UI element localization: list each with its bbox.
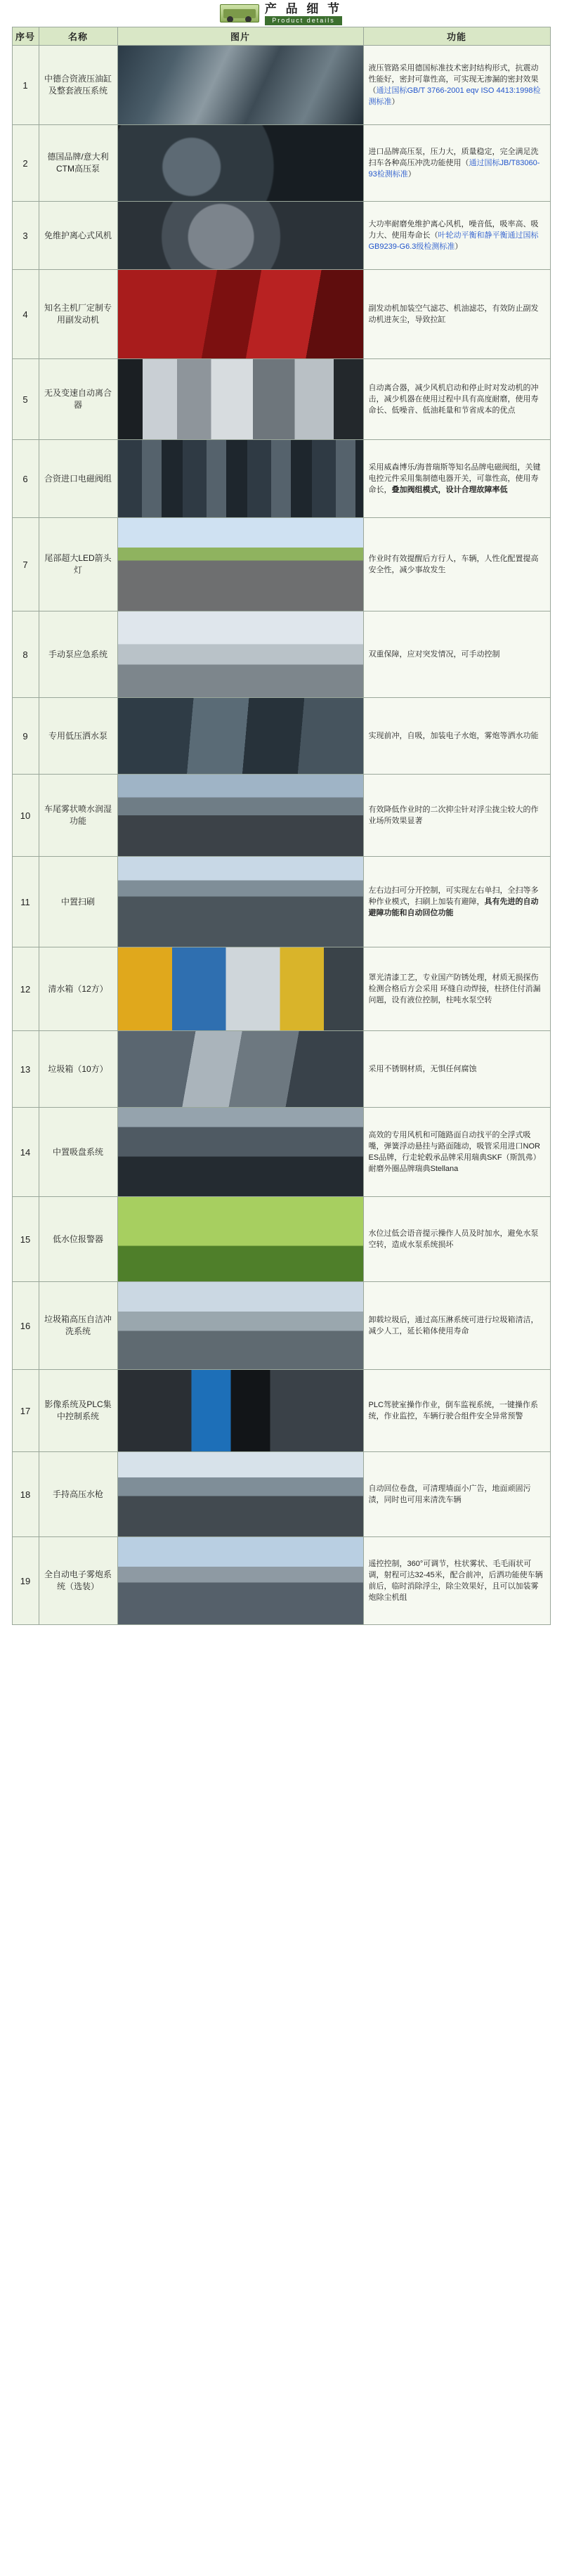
row-name: 全自动电子雾炮系统（选装） — [39, 1537, 117, 1625]
function-text: ） — [407, 170, 416, 179]
row-function — [363, 947, 550, 1031]
row-name: 尾部超大LED箭头灯 — [39, 518, 117, 611]
row-function — [363, 270, 550, 359]
table-header-row — [12, 27, 550, 46]
row-name: 中置吸盘系统 — [39, 1108, 117, 1197]
row-name: 免维护离心式风机 — [39, 202, 117, 270]
row-photo-cell — [117, 1031, 363, 1108]
row-photo-cell — [117, 1282, 363, 1370]
camera-plc-control-photo — [118, 1370, 363, 1451]
row-photo-cell — [117, 775, 363, 857]
table-row — [12, 857, 550, 947]
row-photo-cell — [117, 857, 363, 947]
row-function — [363, 1370, 550, 1452]
row-function — [363, 1197, 550, 1282]
table-row — [12, 1197, 550, 1282]
table-row — [12, 611, 550, 698]
header-name: 名称 — [39, 27, 117, 46]
sweeper-truck-icon — [220, 4, 259, 22]
standard-reference-link[interactable]: 叶轮动平衡和静平衡通过国标GB9239-G6.3级检测标准 — [368, 231, 539, 251]
function-text: 作业时有效提醒后方行人，车辆，人性化配置提高安全性，减少事故发生 — [368, 555, 539, 574]
row-photo-cell — [117, 1197, 363, 1282]
function-text: 罩光清漆工艺，专业国产防锈处理，材质无损探伤检测合格后方会采用 环缝自动焊接，柱挤住付消漏问题，设有液位控制，柱吨水泵空转 — [368, 973, 541, 1004]
function-text: 进口品牌高压泵，压力大，质量稳定，完全满足洗扫车各种高压冲洗功能使用（ — [368, 148, 539, 167]
led-arrow-light-photo — [118, 518, 363, 611]
header-image: 图片 — [117, 27, 363, 46]
row-index: 12 — [12, 947, 39, 1031]
row-photo-cell — [117, 125, 363, 202]
solenoid-valve-group-photo — [118, 440, 363, 517]
table-row — [12, 1537, 550, 1625]
row-photo-cell — [117, 1452, 363, 1537]
function-text: 自动回位卷盘，可清理墙面小广告，地面顽固污渍，同时也可用来清洗车辆 — [368, 1484, 531, 1504]
header-function: 功能 — [363, 27, 550, 46]
electric-mist-cannon-photo — [118, 1537, 363, 1624]
function-text: 双重保障，应对突发情况，可手动控制 — [368, 650, 500, 659]
table-row — [12, 125, 550, 202]
row-index: 13 — [12, 1031, 39, 1108]
function-text: 液压管路采用德国标准技术密封结构形式，抗震动性能好，密封可靠性高，可实现无渗漏的密封效果（ — [368, 64, 539, 95]
row-photo-cell — [117, 359, 363, 440]
handheld-water-gun-photo — [118, 1452, 363, 1536]
row-name: 中德合资液压油缸及整套液压系统 — [39, 46, 117, 125]
function-text: 采用威森博乐/海普瑞斯等知名品牌电磁阀组，关键电控元件采用集制德电器开关，可靠性高，使用寿命长， — [368, 463, 541, 494]
table-row — [12, 1452, 550, 1537]
row-function — [363, 611, 550, 698]
automatic-clutch-photo — [118, 359, 363, 439]
middle-sweeping-brush-photo — [118, 857, 363, 947]
row-index: 11 — [12, 857, 39, 947]
table-row — [12, 440, 550, 518]
row-index: 9 — [12, 698, 39, 775]
suction-nozzle-system-photo — [118, 1108, 363, 1196]
function-text: ） — [455, 242, 463, 251]
row-index: 2 — [12, 125, 39, 202]
row-name: 合资进口电磁阀组 — [39, 440, 117, 518]
high-pressure-pump-photo — [118, 125, 363, 201]
row-name: 手动泵应急系统 — [39, 611, 117, 698]
row-index: 18 — [12, 1452, 39, 1537]
table-row — [12, 518, 550, 611]
function-highlight: 叠加阀组模式，设计合理故障率低 — [391, 486, 508, 494]
row-photo-cell — [117, 440, 363, 518]
row-name: 清水箱（12方） — [39, 947, 117, 1031]
table-row — [12, 359, 550, 440]
clean-water-tank-photo — [118, 947, 363, 1030]
standard-reference-link[interactable]: 通过国标GB/T 3766-2001 eqv ISO 4413:1998检测标准 — [368, 86, 541, 106]
row-index: 6 — [12, 440, 39, 518]
row-name: 中置扫刷 — [39, 857, 117, 947]
row-index: 7 — [12, 518, 39, 611]
row-photo-cell — [117, 202, 363, 270]
rear-mist-spray-photo — [118, 775, 363, 856]
function-text: 自动离合器，减少风机启动和停止时对发动机的冲击，减少机器在使用过程中具有高度耐磨，使用寿命长、低噪音、低油耗量和节省成本的优点 — [368, 384, 539, 415]
table-row — [12, 775, 550, 857]
table-row — [12, 1031, 550, 1108]
table-body — [12, 46, 550, 1625]
row-index: 8 — [12, 611, 39, 698]
row-name: 手持高压水枪 — [39, 1452, 117, 1537]
table-row — [12, 1108, 550, 1197]
table-row — [12, 1370, 550, 1452]
table-row — [12, 202, 550, 270]
function-text: 实现前冲，自吸，加装电子水炮，雾炮等洒水功能 — [368, 732, 539, 740]
function-text: ） — [391, 98, 400, 106]
row-name: 知名主机厂定制专用副发动机 — [39, 270, 117, 359]
row-photo-cell — [117, 518, 363, 611]
row-function — [363, 518, 550, 611]
page-subtitle: Product details — [265, 16, 342, 25]
hydraulic-cylinder-photo — [118, 46, 363, 124]
page-title: 产 品 细 节 — [264, 1, 343, 15]
page-banner — [0, 0, 562, 24]
row-name: 影像系统及PLC集中控制系统 — [39, 1370, 117, 1452]
table-row — [12, 698, 550, 775]
row-name: 垃圾箱（10方） — [39, 1031, 117, 1108]
table-row — [12, 1282, 550, 1370]
row-photo-cell — [117, 611, 363, 698]
standard-reference-link[interactable]: 通过国标JB/T83060-93检测标准 — [368, 159, 540, 179]
row-photo-cell — [117, 947, 363, 1031]
function-highlight: 具有先进的自动避障功能和自动回位功能 — [368, 898, 539, 917]
row-function — [363, 1452, 550, 1537]
row-index: 15 — [12, 1197, 39, 1282]
row-function — [363, 698, 550, 775]
function-text: 高效的专用风机和可随路面自动找平的全浮式吸嘴，弹簧浮动悬挂与路面随动，吸管采用进口NOR ES品牌，行走轮毂承品牌采用瑞典SKF（斯凯弗）耐磨外圈品牌瑞典Stellana — [368, 1131, 541, 1173]
low-pressure-water-pump-photo — [118, 698, 363, 774]
row-index: 3 — [12, 202, 39, 270]
function-text: 卸载垃圾后，通过高压淋系统可进行垃圾箱清洁，减少人工，延长箱体使用寿命 — [368, 1316, 539, 1335]
row-photo-cell — [117, 1108, 363, 1197]
low-water-level-alarm-photo — [118, 1197, 363, 1281]
row-name: 无及变速自动离合器 — [39, 359, 117, 440]
row-function — [363, 359, 550, 440]
row-index: 10 — [12, 775, 39, 857]
row-index: 19 — [12, 1537, 39, 1625]
row-index: 5 — [12, 359, 39, 440]
row-function — [363, 1031, 550, 1108]
row-function — [363, 202, 550, 270]
function-text: 采用不锈钢材质，无惧任何腐蚀 — [368, 1065, 477, 1073]
function-text: 遥控控制，360°可调节，柱状雾状、毛毛雨状可调，射程可达32-45米，配合前冲，后洒功能使车辆前后，临时消除浮尘，除尘效果好，且可以加装雾炮除尘机组 — [368, 1560, 543, 1602]
row-name: 专用低压洒水泵 — [39, 698, 117, 775]
table-row — [12, 270, 550, 359]
row-photo-cell — [117, 1370, 363, 1452]
row-function — [363, 1282, 550, 1370]
function-text: 大功率耐磨免维护离心风机，噪音低，吸率高、吸力大、使用寿命长（ — [368, 220, 539, 240]
row-function — [363, 440, 550, 518]
function-text: 副发动机加装空气滤芯、机油滤芯，有效防止副发动机进灰尘，导致拉缸 — [368, 304, 539, 324]
row-function — [363, 125, 550, 202]
row-name: 低水位报警器 — [39, 1197, 117, 1282]
row-photo-cell — [117, 1537, 363, 1625]
row-index: 4 — [12, 270, 39, 359]
function-text: 左右边扫可分开控制，可实现左右单扫，全扫等多种作业模式，扫刷上加装有避障， — [368, 886, 539, 906]
bin-self-cleaning-system-photo — [118, 1282, 363, 1369]
table-row — [12, 46, 550, 125]
function-text: 有效降低作业时的二次抑尘针对浮尘拢尘较大的作业场所效果显著 — [368, 805, 539, 825]
row-index: 1 — [12, 46, 39, 125]
banner-text-block — [265, 2, 342, 25]
manual-pump-photo — [118, 611, 363, 697]
function-text: PLC驾驶室操作作业，倒车监视系统，一键操作系统，作业监控，车辆行驶合组件安全异常预警 — [368, 1401, 538, 1420]
row-name: 德国品牌/意大利CTM高压泵 — [39, 125, 117, 202]
row-function — [363, 857, 550, 947]
product-details-table — [12, 27, 551, 1625]
function-text: 水位过低会语音提示操作人员及时加水，避免水泵空转，造成水泵系统损坏 — [368, 1229, 539, 1249]
row-function — [363, 46, 550, 125]
row-name: 车尾雾状喷水润湿功能 — [39, 775, 117, 857]
row-photo-cell — [117, 46, 363, 125]
table-row — [12, 947, 550, 1031]
centrifugal-fan-photo — [118, 202, 363, 269]
row-photo-cell — [117, 698, 363, 775]
row-index: 17 — [12, 1370, 39, 1452]
auxiliary-engine-photo — [118, 270, 363, 358]
row-name: 垃圾箱高压自洁冲洗系统 — [39, 1282, 117, 1370]
row-function — [363, 1108, 550, 1197]
row-function — [363, 775, 550, 857]
garbage-bin-photo — [118, 1031, 363, 1107]
row-function — [363, 1537, 550, 1625]
header-index: 序号 — [12, 27, 39, 46]
row-index: 16 — [12, 1282, 39, 1370]
row-photo-cell — [117, 270, 363, 359]
row-index: 14 — [12, 1108, 39, 1197]
